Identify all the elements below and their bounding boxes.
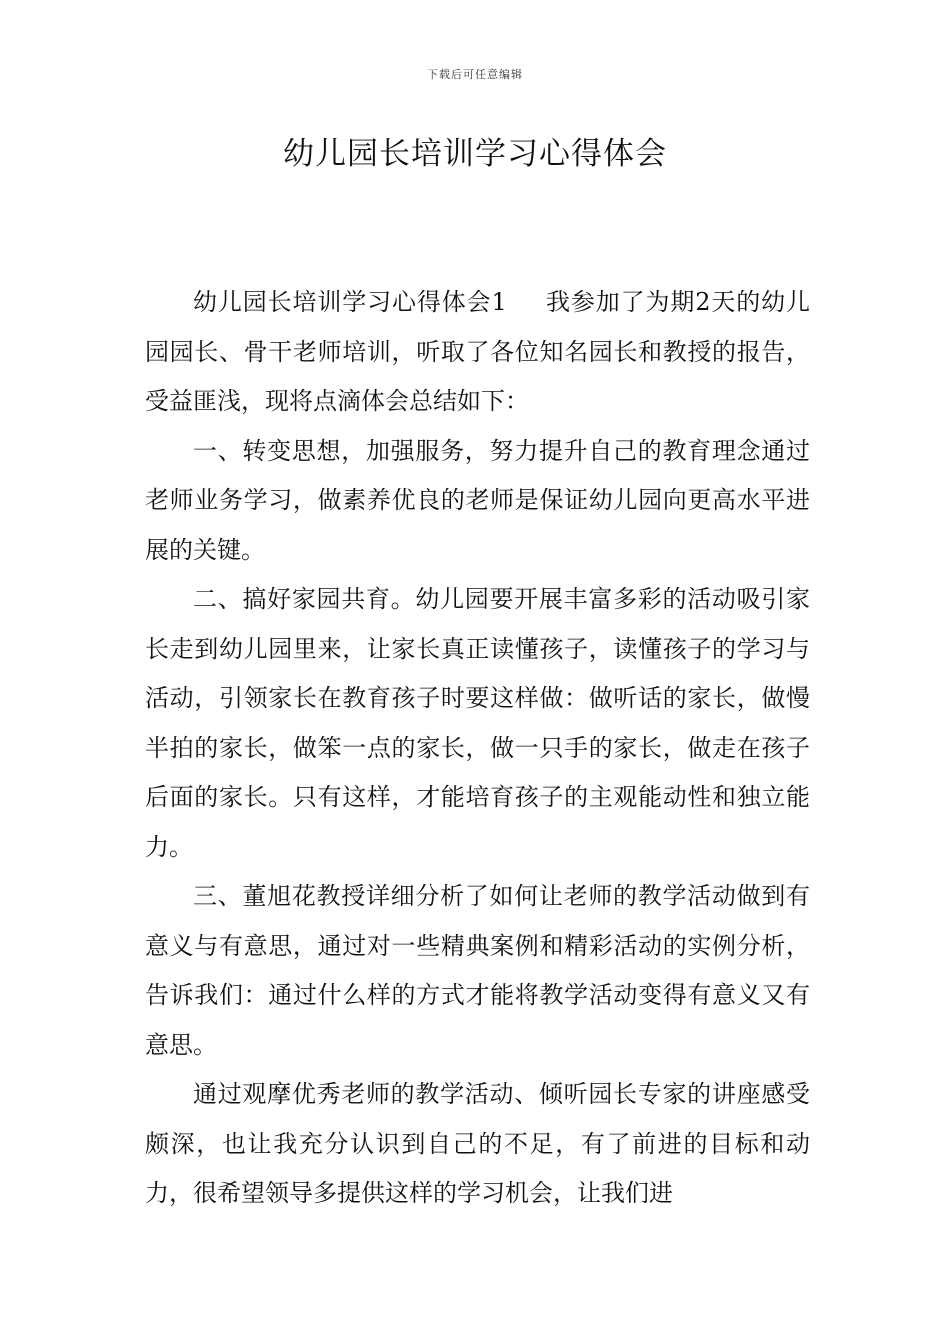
intro-text: 我参加了为期2天的幼儿园园长、骨干老师培训，听取了各位知名园长和教授的报告，受益匪浅，现将点滴体会总结如下： <box>145 288 810 415</box>
body-paragraph-3: 三、董旭花教授详细分析了如何让老师的教学活动做到有意义与有意思，通过对一些精典案例和精彩活动的实例分析，告诉我们：通过什么样的方式才能将教学活动变得有意义又有意思。 <box>145 882 810 1059</box>
document-title: 幼儿园长培训学习心得体会 <box>283 136 667 172</box>
body-paragraph-1: 一、转变思想，加强服务，努力提升自己的教育理念通过老师业务学习，做素养优良的老师是保证幼儿园向更高水平进展的关键。 <box>145 436 810 564</box>
body-paragraph-4: 通过观摩优秀老师的教学活动、倾听园长专家的讲座感受颇深，也让我充分认识到自己的不足，有了前进的目标和动力，很希望领导多提供这样的学习机会，让我们进 <box>145 1080 810 1207</box>
header-note: 下载后可任意编辑 <box>427 68 523 81</box>
body-paragraph-2: 二、搞好家园共育。幼儿园要开展丰富多彩的活动吸引家长走到幼儿园里来，让家长真正读懂孩子，读懂孩子的学习与活动，引领家长在教育孩子时要这样做：做听话的家长，做慢半拍的家长，做笨一点的家长，做一只手的家长，做走在孩子后面的家长。只有这样，才能培育孩子的主观能动性和独立能力。 <box>145 585 810 861</box>
intro-heading: 幼儿园长培训学习心得体会1 <box>193 288 507 316</box>
intro-paragraph <box>145 278 810 427</box>
document-body <box>145 278 810 1219</box>
